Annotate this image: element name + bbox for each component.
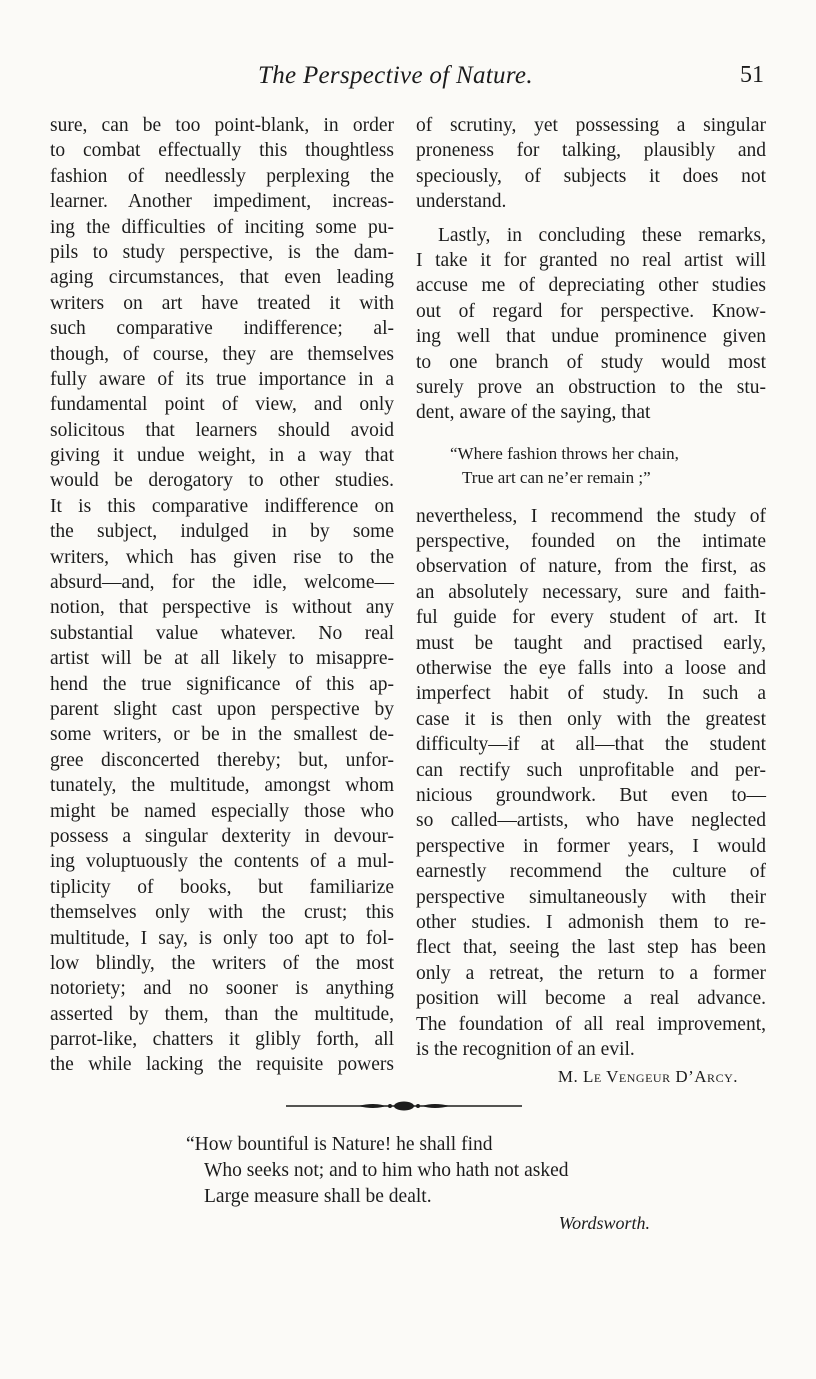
text-line: otherwise the eye falls into a loose and	[416, 658, 766, 680]
text-line: out of regard for perspective. Know-	[416, 300, 766, 322]
text-line: writers on art have treated it with	[50, 292, 394, 314]
inline-quotation	[416, 442, 766, 490]
text-line: It is this comparative indifference on	[50, 495, 394, 517]
text-line: ful guide for every student of art. It	[416, 607, 766, 629]
text-line: artist will be at all likely to misappre-	[50, 648, 394, 670]
running-title: The Perspective of Nature.	[258, 62, 533, 89]
text-line: only a retreat, the return to a former	[416, 962, 766, 984]
text-line: position will become a real advance.	[416, 988, 766, 1010]
running-header	[0, 62, 816, 96]
text-line: can rectify such unprofitable and per-	[416, 759, 766, 781]
text-line: aging circumstances, that even leading	[50, 267, 394, 289]
text-line: learner. Another impediment, increas-	[50, 191, 394, 213]
text-line: an absolutely necessary, sure and faith-	[416, 581, 766, 603]
text-line: nevertheless, I recommend the study of	[416, 505, 766, 527]
closing-poem	[186, 1132, 656, 1236]
paragraph-nevertheless	[416, 504, 766, 1063]
text-line: perspective in former years, I would	[416, 835, 766, 857]
text-line: of scrutiny, yet possessing a singular	[416, 115, 766, 136]
text-line: case it is then only with the greatest	[416, 708, 766, 730]
text-line: parrot-like, chatters it glibly forth, all	[50, 1029, 394, 1051]
text-line: is the recognition of an evil.	[416, 1038, 635, 1060]
text-line: gree disconcerted thereby; but, unfor-	[50, 749, 394, 771]
text-line: tunately, the multitude, amongst whom	[50, 775, 394, 797]
text-line: accuse me of depreciating other studies	[416, 275, 766, 297]
text-line: might be named especially those who	[50, 800, 394, 822]
text-line: the subject, indulged in by some	[50, 521, 394, 543]
text-line: notion, that perspective is without any	[50, 597, 394, 619]
text-line: earnestly recommend the culture of	[416, 861, 766, 883]
text-line: low blindly, the writers of the most	[50, 952, 394, 974]
poem-attribution: Wordsworth.	[558, 1213, 650, 1233]
text-line: The foundation of all real improvement,	[416, 1013, 766, 1035]
text-line: to one branch of study would most	[416, 351, 766, 373]
text-line: difficulty—if at all—that the student	[416, 734, 766, 756]
text-line: fully aware of its true importance in a	[50, 368, 394, 390]
right-column	[416, 113, 766, 1092]
text-line: sure, can be too point-blank, in order	[50, 115, 394, 136]
text-line: I take it for granted no real artist will	[416, 249, 766, 271]
text-line: possess a singular dexterity in devour-	[50, 825, 394, 847]
text-line: themselves only with the crust; this	[50, 902, 394, 924]
text-line: flect that, seeing the last step has been	[416, 937, 766, 959]
poem-line: Who seeks not; and to him who hath not asked	[204, 1160, 569, 1181]
poem-line: “How bountiful is Nature! he shall find	[186, 1134, 493, 1155]
paragraph-lastly	[416, 223, 766, 426]
paragraph-continued	[416, 113, 766, 215]
signature-initial: M.	[557, 1067, 579, 1087]
text-line: hend the true significance of this ap-	[50, 673, 394, 695]
quote-line: “Where fashion throws her chain,	[450, 443, 679, 463]
text-line: notoriety; and no sooner is anything	[50, 978, 394, 1000]
text-line: perspective simultaneously with their	[416, 886, 766, 908]
text-line: multitude, I say, is only too apt to fol-	[50, 927, 394, 949]
text-line: such comparative indifference; al-	[50, 318, 394, 340]
text-line: understand.	[416, 191, 507, 213]
text-line: Lastly, in concluding these remarks,	[438, 224, 766, 246]
text-line: tiplicity of books, but familiarize	[50, 876, 394, 898]
text-line: surely prove an obstruction to the stu-	[416, 376, 766, 398]
page-number: 51	[740, 62, 764, 88]
text-line: other studies. I admonish them to re-	[416, 911, 766, 933]
text-line: speciously, of subjects it does not	[416, 165, 766, 187]
text-line: ing well that undue prominence given	[416, 326, 766, 348]
text-line: nicious groundwork. But even to—	[416, 784, 766, 806]
text-line: pils to study perspective, is the dam-	[50, 241, 394, 263]
text-line: the while lacking the requisite powers	[50, 1054, 394, 1076]
text-line: asserted by them, than the multitude,	[50, 1003, 394, 1025]
text-line: substantial value whatever. No real	[50, 622, 394, 644]
text-line: parent slight cast upon perspective by	[50, 698, 394, 720]
left-column	[50, 113, 394, 1078]
signature-name: Le Vengeur D’Arcy.	[583, 1067, 738, 1087]
text-line: absurd—and, for the idle, welcome—	[50, 572, 394, 594]
text-line: though, of course, they are themselves	[50, 343, 394, 365]
ornamental-divider	[286, 1099, 522, 1113]
text-line: to combat effectually this thoughtless	[50, 140, 394, 162]
text-line: must be taught and practised early,	[416, 632, 766, 654]
text-line: some writers, or be in the smallest de-	[50, 724, 394, 746]
text-line: dent, aware of the saying, that	[416, 402, 651, 424]
author-signature	[416, 1062, 766, 1092]
poem-line: Large measure shall be dealt.	[204, 1186, 432, 1207]
text-line: proneness for talking, plausibly and	[416, 140, 766, 162]
text-line: ing the difficulties of inciting some pu-	[50, 216, 394, 238]
text-line: perspective, founded on the intimate	[416, 531, 766, 553]
text-line: so called—artists, who have neglected	[416, 810, 766, 832]
text-line: observation of nature, from the first, as	[416, 556, 766, 578]
text-line: giving it undue weight, in a way that	[50, 445, 394, 467]
text-line: fashion of needlessly perplexing the	[50, 165, 394, 187]
text-line: ing voluptuously the contents of a mul-	[50, 851, 394, 873]
text-line: solicitous that learners should avoid	[50, 419, 394, 441]
quote-line: True art can ne’er remain ;”	[462, 467, 651, 487]
text-line: would be derogatory to other studies.	[50, 470, 394, 492]
text-line: imperfect habit of study. In such a	[416, 683, 766, 705]
text-line: writers, which has given rise to the	[50, 546, 394, 568]
text-line: fundamental point of view, and only	[50, 394, 394, 416]
